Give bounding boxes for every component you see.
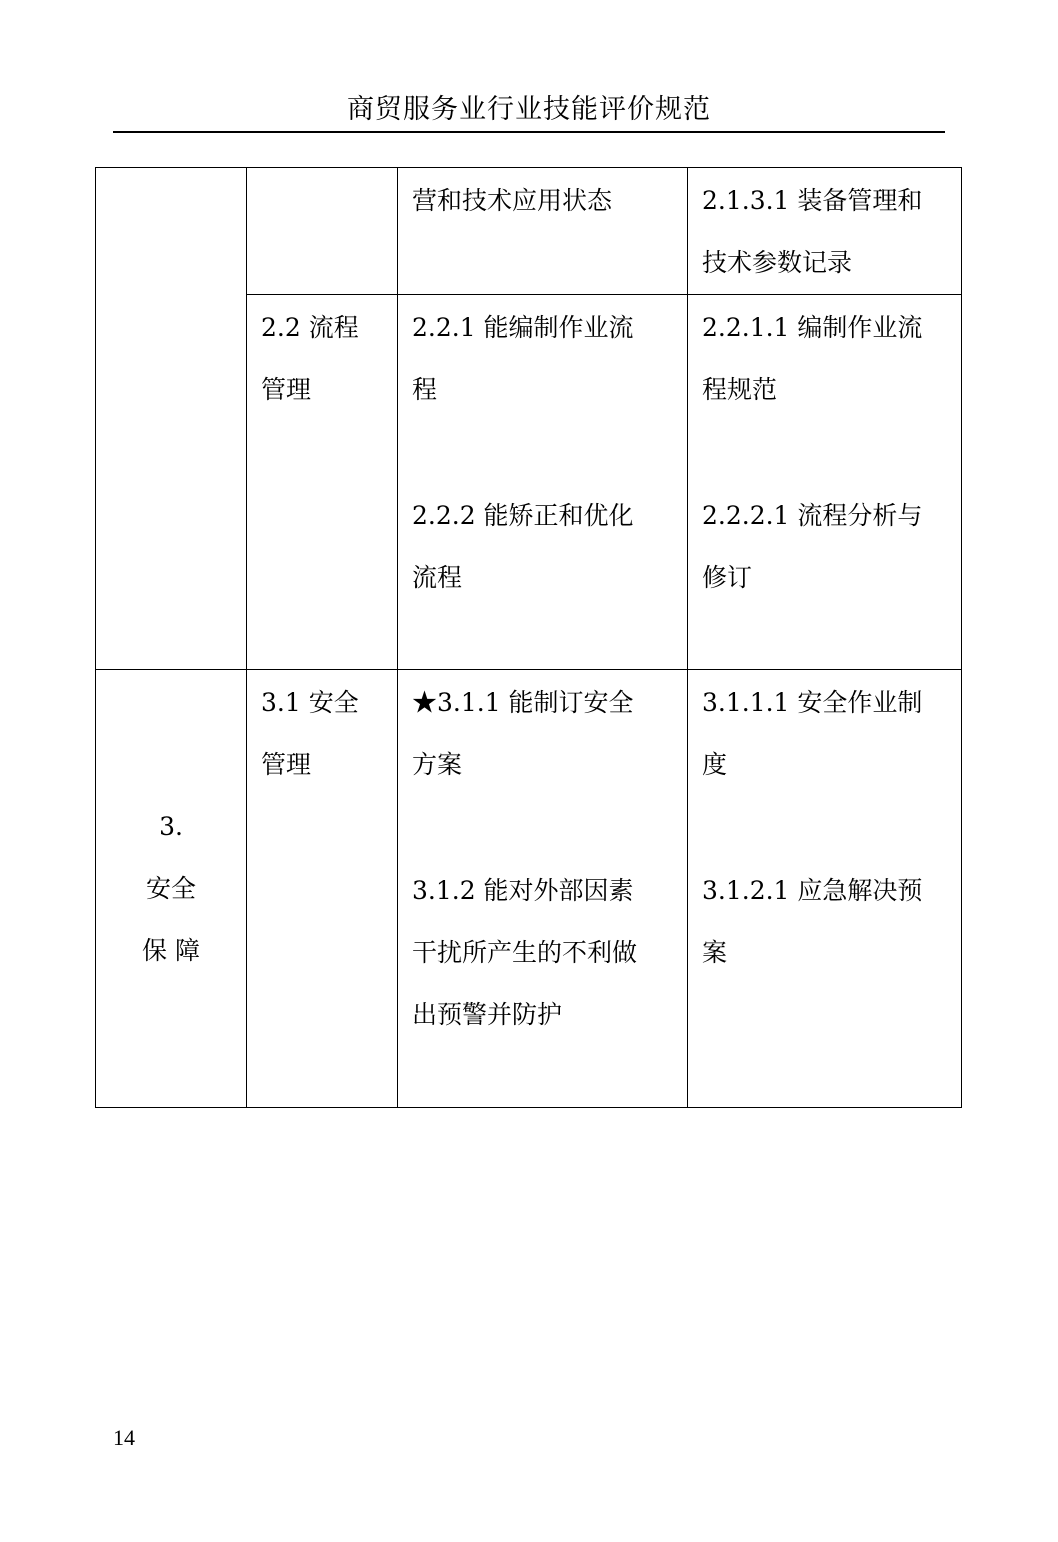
table-cell-category: [96, 670, 247, 1108]
knowledge-text: 2.2.2.1 流程分析与 修订: [702, 501, 923, 592]
knowledge-text: 3.1.1.1 安全作业制 度: [702, 688, 923, 779]
table-row: [96, 295, 962, 670]
category-number: 3.: [159, 811, 183, 841]
page-number: 14: [113, 1425, 135, 1450]
knowledge-text: 3.1.2.1 应急解决预 案: [702, 876, 923, 967]
table-cell-knowledge: [688, 295, 962, 670]
skill-text: 2.2.2 能矫正和优化 流程: [412, 501, 634, 592]
table-cell-knowledge: [688, 670, 962, 1108]
page-header-title: 商贸服务业行业技能评价规范: [347, 94, 711, 125]
spacer: [702, 796, 961, 858]
table-cell-skill: [398, 670, 688, 1108]
table-row: [96, 670, 962, 1108]
module-text: 2.2 流程 管理: [261, 313, 359, 404]
table-cell-category: [96, 295, 247, 670]
category-label: 保 障: [142, 935, 200, 965]
skills-table: [95, 167, 962, 1108]
skill-text: 3.1.2 能对外部因素 干扰所产生的不利做 出预警并防护: [412, 876, 638, 1029]
header-rule: [113, 131, 945, 133]
skill-text: 2.2.1 能编制作业流 程: [412, 313, 634, 404]
table-cell-knowledge: [688, 168, 962, 295]
table-cell-skill: [398, 168, 688, 295]
spacer: [702, 421, 961, 483]
knowledge-text: 2.2.1.1 编制作业流 程规范: [702, 313, 923, 404]
table-cell-module: [247, 295, 398, 670]
module-text: 3.1 安全 管理: [261, 688, 359, 779]
spacer: [412, 421, 687, 483]
spacer: [412, 796, 687, 858]
table-row: [96, 168, 962, 295]
skill-text: 营和技术应用状态: [412, 186, 613, 215]
category-label: 安全: [145, 873, 196, 903]
skill-text: ★3.1.1 能制订安全 方案: [412, 688, 634, 779]
table-cell-module: [247, 670, 398, 1108]
table-cell-module: [247, 168, 398, 295]
knowledge-text: 2.1.3.1 装备管理和 技术参数记录: [702, 186, 923, 277]
table-cell-skill: [398, 295, 688, 670]
table-cell-category: [96, 168, 247, 295]
